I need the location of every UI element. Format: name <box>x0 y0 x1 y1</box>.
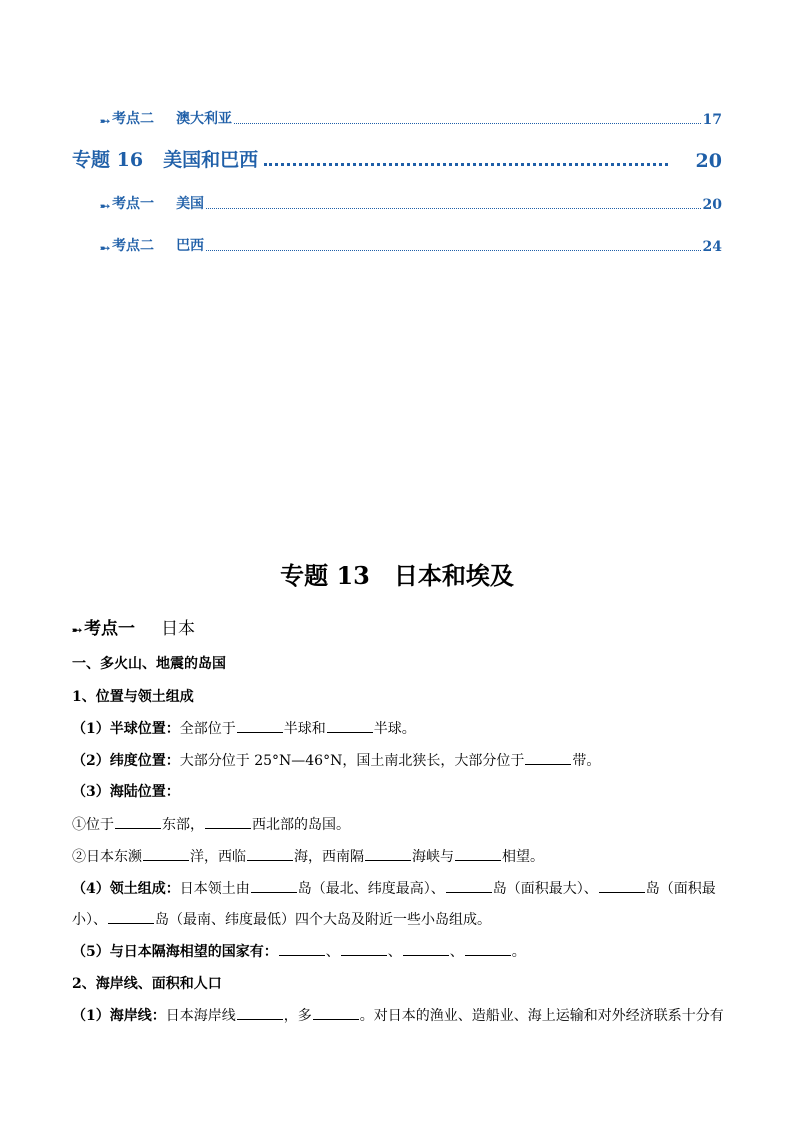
q-text: 岛（最北、纬度最高）、 <box>297 881 445 897</box>
toc-leader <box>264 163 667 166</box>
q-text: 、 <box>387 944 402 960</box>
toc-label: 考点二 <box>112 111 155 127</box>
blank[interactable] <box>341 954 387 956</box>
toc-label: 考点二 <box>112 238 155 254</box>
page-title: 专题 13 日本和埃及 <box>280 561 514 590</box>
blank[interactable] <box>237 1018 283 1020</box>
toc-label: 考点一 <box>112 196 155 212</box>
item-title: 2、海岸线、面积和人口 <box>72 976 222 992</box>
toc-leader <box>234 123 700 124</box>
question-territory-cont <box>72 909 491 929</box>
q-text: ②日本东濒 <box>72 849 142 865</box>
question-hemisphere <box>72 718 416 738</box>
blank[interactable] <box>525 763 571 765</box>
toc-entry-australia[interactable] <box>100 108 722 128</box>
arrow-icon: ➸ <box>100 114 111 128</box>
question-latitude <box>72 750 600 770</box>
q-text: ，多 <box>283 1008 312 1024</box>
q-text: 大部分位于 25°N—46°N，国土南北狭长，大部分位于 <box>179 753 525 769</box>
toc-entry-brazil[interactable] <box>100 235 722 255</box>
q-label: （1）半球位置： <box>72 721 180 737</box>
toc-title: 美国和巴西 <box>163 149 259 171</box>
q-text: 西北部的岛国。 <box>252 817 350 833</box>
question-location-b <box>72 846 544 866</box>
question-location-a <box>72 814 350 834</box>
toc-entry-usa[interactable] <box>100 193 722 213</box>
q-label: （4）领土组成： <box>72 881 180 897</box>
blank[interactable] <box>403 954 449 956</box>
q-text: 相望。 <box>502 849 544 865</box>
q-text: 日本领土由 <box>179 881 250 897</box>
question-territory <box>72 878 716 898</box>
blank[interactable] <box>115 827 161 829</box>
q-label: （1）海岸线： <box>72 1008 166 1024</box>
toc-title: 巴西 <box>176 238 205 254</box>
q-label: （5）与日本隔海相望的国家有： <box>72 944 278 960</box>
question-sea-land: （3）海陆位置： <box>72 784 180 800</box>
q-text: 东部， <box>162 817 204 833</box>
section-title: 日本 <box>161 619 196 639</box>
blank[interactable] <box>446 891 492 893</box>
toc-title: 美国 <box>176 196 205 212</box>
toc-page: 20 <box>702 197 722 213</box>
q-text: ①位于 <box>72 817 114 833</box>
blank[interactable] <box>465 954 511 956</box>
q-text: 。 <box>511 944 526 960</box>
toc-page: 20 <box>695 150 722 172</box>
blank[interactable] <box>599 891 645 893</box>
blank[interactable] <box>205 827 251 829</box>
q-text: 海峡与 <box>412 849 454 865</box>
section-heading <box>72 614 195 639</box>
q-text: 。对日本的渔业、造船业、海上运输和对外经济联系十分有 <box>359 1008 724 1024</box>
blank[interactable] <box>365 859 411 861</box>
blank[interactable] <box>237 731 283 733</box>
toc-leader <box>206 208 700 209</box>
q-text: 海，西南隔 <box>294 849 364 865</box>
q-text: 小）、 <box>72 912 107 928</box>
arrow-icon: ➸ <box>72 623 83 637</box>
q-text: 、 <box>449 944 464 960</box>
toc-entry-topic16[interactable] <box>72 146 722 172</box>
q-text: 岛（面积最 <box>645 881 716 897</box>
toc-page: 17 <box>702 112 722 128</box>
blank[interactable] <box>327 731 373 733</box>
section-label: 考点一 <box>84 619 136 639</box>
blank[interactable] <box>279 954 325 956</box>
q-text: 全部位于 <box>179 721 236 737</box>
q-text: 岛（最南、纬度最低）四个大岛及附近一些小岛组成。 <box>155 912 491 928</box>
q-text: 日本海岸线 <box>165 1008 236 1024</box>
blank[interactable] <box>251 891 297 893</box>
toc-label: 专题 16 <box>72 149 144 171</box>
blank[interactable] <box>143 859 189 861</box>
blank[interactable] <box>313 1018 359 1020</box>
blank[interactable] <box>247 859 293 861</box>
blank[interactable] <box>455 859 501 861</box>
toc-leader <box>206 250 700 251</box>
blank[interactable] <box>108 922 154 924</box>
q-text: 半球和 <box>283 721 326 737</box>
question-neighbors <box>72 941 526 961</box>
arrow-icon: ➸ <box>100 241 111 255</box>
subsection-title: 一、多火山、地震的岛国 <box>72 656 226 672</box>
arrow-icon: ➸ <box>100 199 111 213</box>
q-text: 岛（面积最大）、 <box>492 881 598 897</box>
q-text: 半球。 <box>373 721 416 737</box>
q-text: 带。 <box>572 753 601 769</box>
question-coastline <box>72 1005 724 1025</box>
toc-page: 24 <box>702 239 722 255</box>
item-title: 1、位置与领土组成 <box>72 689 194 705</box>
toc-title: 澳大利亚 <box>176 111 233 127</box>
q-label: （2）纬度位置： <box>72 753 180 769</box>
q-text: 、 <box>325 944 340 960</box>
q-text: 洋，西临 <box>190 849 246 865</box>
